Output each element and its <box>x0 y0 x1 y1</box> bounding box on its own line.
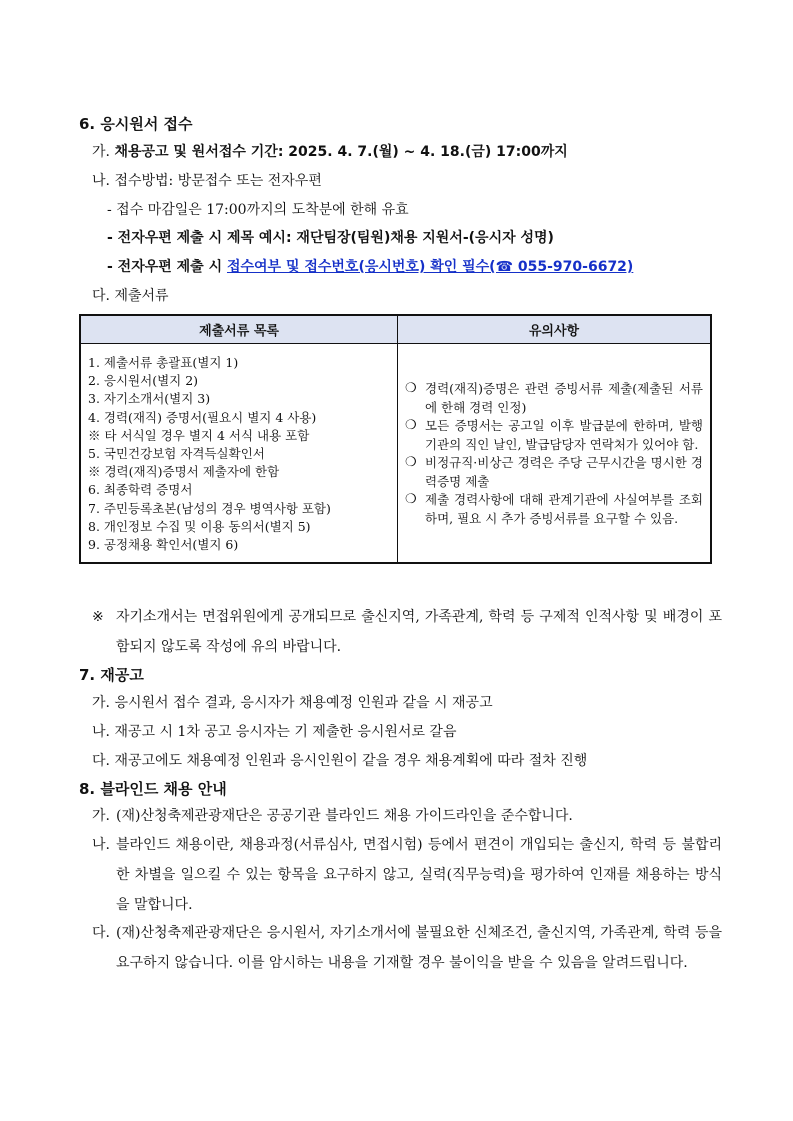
reference-mark: ※ <box>92 609 104 625</box>
section-6-heading: 6. 응시원서 접수 <box>79 115 193 133</box>
s7-item-na <box>92 721 456 741</box>
document-subnote: ※ 경력(재직)증명서 제출자에 한함 <box>88 464 280 480</box>
document-subnote: ※ 타 서식일 경우 별지 4 서식 내용 포함 <box>88 427 310 443</box>
s8-da-text: (재)산청축제관광재단은 응시원서, 자기소개서에 불필요한 신체조건, 출신지역, 가족관계, 학력 등을 요구하지 않습니다. 이를 암시하는 내용을 기재할 경우 불이익을 받을 수 있음을 알려드립니다. <box>116 925 722 971</box>
document-item: 7. 주민등록초본(남성의 경우 병역사항 포함) <box>88 500 331 516</box>
email-subject-example: - 전자우편 제출 시 제목 예시: 재단팀장(팀원)채용 지원서-(응시자 성명) <box>107 230 554 246</box>
s6-item-na <box>92 170 322 190</box>
document-item: 6. 최종학력 증명서 <box>88 482 193 498</box>
document-item: 4. 경력(재직) 증명서(필요시 별지 4 사용) <box>88 409 317 425</box>
email-confirm-prefix: - 전자우편 제출 시 <box>107 259 227 275</box>
document-item: 9. 공정채용 확인서(별지 6) <box>88 537 239 553</box>
documents-cell <box>80 344 398 564</box>
s7-ga-label: 가. <box>92 695 110 711</box>
document-item: 8. 개인정보 수집 및 이용 동의서(별지 5) <box>88 518 311 534</box>
note-text: 제출 경력사항에 대해 관계기관에 사실여부를 조회하며, 필요 시 추가 증빙서류를 요구할 수 있음. <box>425 492 703 526</box>
table-body-row <box>80 344 711 564</box>
s8-ga-text: (재)산청축제관광재단은 공공기관 블라인드 채용 가이드라인을 준수합니다. <box>116 808 573 824</box>
s8-na-text: 블라인드 채용이란, 채용과정(서류심사, 면접시험) 등에서 편견이 개입되는 출신지, 학력 등 불합리한 차별을 일으킬 수 있는 항목을 요구하지 않고, 실력(직무능력)을 평가하여 인재를 채용하는 방식을 말합니다. <box>116 837 722 913</box>
note-text: 경력(재직)증명은 관련 증빙서류 제출(제출된 서류에 한해 경력 인정) <box>425 381 703 415</box>
s7-na-text: 재공고 시 1차 공고 응시자는 기 제출한 응시원서로 갈음 <box>114 724 457 740</box>
document-item: 3. 자기소개서(별지 3) <box>88 391 211 407</box>
document-item: 5. 국민건강보험 자격득실확인서 <box>88 446 265 462</box>
self-intro-note <box>92 602 722 662</box>
documents-title: 제출서류 <box>114 288 169 304</box>
s8-ga-label: 가. <box>92 808 110 824</box>
circle-bullet-icon: ❍ <box>405 455 417 471</box>
notes-cell <box>398 344 712 564</box>
s6-item-da <box>92 285 169 305</box>
notes-list <box>405 380 703 528</box>
deadline-note: - 접수 마감일은 17:00까지의 도착분에 한해 유효 <box>107 202 409 218</box>
s6-item-ga <box>92 141 568 161</box>
notes-column-header: 유의사항 <box>398 315 712 344</box>
s7-item-da <box>92 750 587 770</box>
s6-da-label: 다. <box>92 288 110 304</box>
note-item <box>405 454 703 491</box>
note-item <box>405 417 703 454</box>
note-text: 모든 증명서는 공고일 이후 발급분에 한하며, 발행기관의 직인 날인, 발급담당자 연락처가 있어야 함. <box>425 418 703 452</box>
section-7-heading: 7. 재공고 <box>79 666 144 684</box>
documents-column-header: 제출서류 목록 <box>80 315 398 344</box>
s8-da-label: 다. <box>92 925 110 941</box>
section-8-heading: 8. 블라인드 채용 안내 <box>79 780 227 798</box>
document-item: 2. 응시원서(별지 2) <box>88 373 199 389</box>
note-item <box>405 491 703 528</box>
self-intro-note-text: 자기소개서는 면접위원에게 공개되므로 출신지역, 가족관계, 학력 등 구제적 인적사항 및 배경이 포함되지 않도록 작성에 유의 바랍니다. <box>116 609 722 655</box>
s6-na-label: 나. <box>92 173 110 189</box>
s7-ga-text: 응시원서 접수 결과, 응시자가 채용예정 인원과 같을 시 재공고 <box>114 695 493 711</box>
documents-table <box>79 314 712 564</box>
application-period: 채용공고 및 원서접수 기간: 2025. 4. 7.(월) ~ 4. 18.(금) 17:00까지 <box>114 144 568 160</box>
confirm-phone-link[interactable]: 접수여부 및 접수번호(응시번호) 확인 필수(☎ 055-970-6672) <box>226 259 634 275</box>
circle-bullet-icon: ❍ <box>405 492 417 508</box>
circle-bullet-icon: ❍ <box>405 381 417 397</box>
s6-ga-label: 가. <box>92 144 110 160</box>
s7-da-label: 다. <box>92 753 110 769</box>
s7-da-text: 재공고에도 채용예정 인원과 응시인원이 같을 경우 채용계획에 따라 절차 진행 <box>114 753 588 769</box>
s8-item-da <box>92 918 722 978</box>
s8-item-ga <box>92 801 722 831</box>
document-item: 1. 제출서류 총괄표(별지 1) <box>88 355 239 370</box>
email-confirm-note <box>107 256 633 276</box>
s8-na-label: 나. <box>92 837 110 853</box>
s8-item-na <box>92 830 722 920</box>
s7-item-ga <box>92 692 493 712</box>
submission-method: 접수방법: 방문접수 또는 전자우편 <box>114 173 322 189</box>
s7-na-label: 나. <box>92 724 110 740</box>
documents-list <box>88 354 390 554</box>
table-header-row <box>80 315 711 344</box>
circle-bullet-icon: ❍ <box>405 418 417 434</box>
note-item <box>405 380 703 417</box>
note-text: 비정규직·비상근 경력은 주당 근무시간을 명시한 경력증명 제출 <box>425 455 703 489</box>
